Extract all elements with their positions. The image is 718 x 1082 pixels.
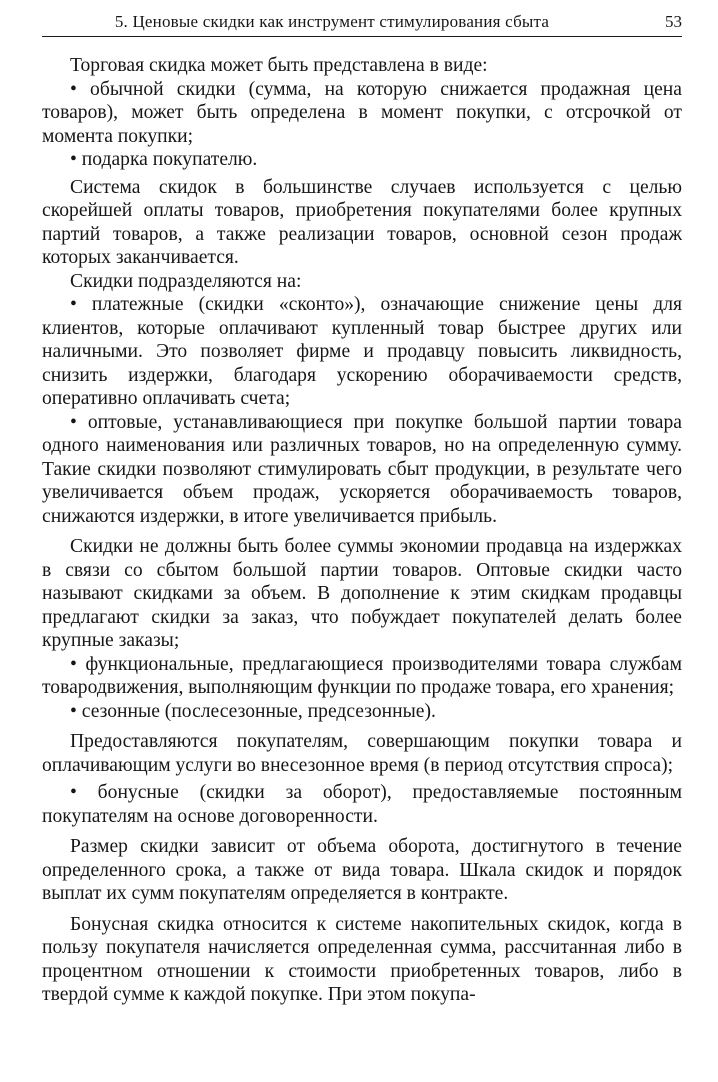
bullet-item: • обычной скидки (сумма, на которую снижается продажная цена товаров), может быть определена в момент покупки, с отсрочкой от момента покупки;	[42, 78, 682, 149]
paragraph: Предоставляются покупателям, совершающим покупки товара и оплачивающим услуги во внесезонное время (в период отсутствия спроса);	[42, 731, 682, 776]
page-number: 53	[665, 12, 682, 31]
paragraph: Размер скидки зависит от объема оборота, достигнутого в течение определенного срока, а также от вида товара. Шкала скидок и порядок выплат их сумм покупателям определяется в контракте.	[42, 836, 682, 904]
paragraph: Бонусная скидка относится к системе накопительных скидок, когда в пользу покупателя начисляется определенная сумма, рассчитанная либо в процентном отношении к стоимости приобретенных товаров, либо в твердой сумме к каждой покупке. При этом покупа-	[42, 913, 682, 1005]
paragraph: Система скидок в большинстве случаев используется с целью скорейшей оплаты товаров, приобретения покупателями более крупных партий товаров, а также реализации товаров, основной сезон продаж которых заканчивается.	[42, 176, 682, 268]
page-header	[42, 10, 682, 37]
page-body	[42, 54, 682, 1007]
bullet-item: • платежные (скидки «сконто»), означающие снижение цены для клиентов, которые оплачивают купленный товар быстрее других или наличными. Это позволяет фирме и продавцу повысить ликвидность, снизить издержки, благодаря ускорению оборачиваемости средств, оперативно оплачивать счета;	[42, 293, 682, 411]
paragraph: Торговая скидка может быть представлена в виде:	[70, 55, 488, 76]
bullet-item: • сезонные (послесезонные, предсезонные).	[42, 700, 682, 724]
bullet-item: • функциональные, предлагающиеся производителями товара службам товародвижения, выполняющим функции по продаже товара, его хранения;	[42, 653, 682, 700]
bullet-item: • подарка покупателю.	[42, 148, 682, 172]
bullet-item: • бонусные (скидки за оборот), предоставляемые постоянным покупателям на основе договоренности.	[42, 781, 682, 828]
paragraph: Скидки подразделяются на:	[70, 270, 302, 292]
bullet-item: • оптовые, устанавливающиеся при покупке большой партии товара одного наименования или различных товаров, но на определенную сумму. Такие скидки позволяют стимулировать сбыт продукции, в результате чего увеличивается объем продаж, ускоряется оборачиваемость товаров, снижаются издержки, в итоге увеличивается прибыль.	[42, 411, 682, 529]
running-title: 5. Ценовые скидки как инструмент стимулирования сбыта	[114, 12, 550, 31]
paragraph: Скидки не должны быть более суммы экономии продавца на издержках в связи со сбытом большой партии товаров. Оптовые скидки часто называют скидками за объем. В дополнение к этим скидкам продавцы предлагают скидки за заказ, что побуждает покупателей делать более крупные заказы;	[42, 536, 682, 651]
